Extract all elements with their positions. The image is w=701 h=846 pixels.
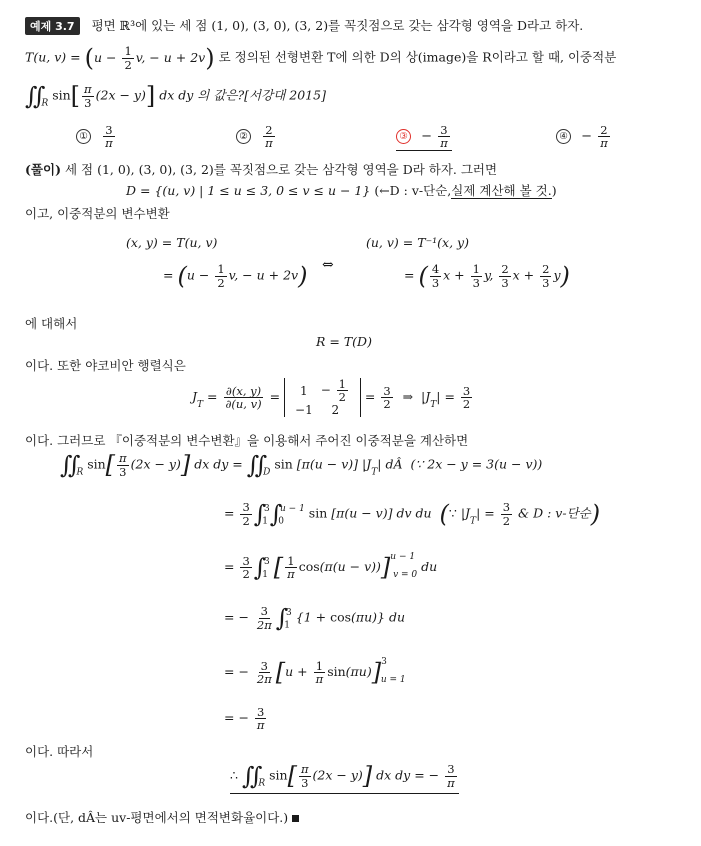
bracket-close: ] xyxy=(145,82,156,110)
xy-components: = (u − $\frac{1}{2}$ v, − u + 2v) xyxy=(163,262,308,290)
paren-open: ( xyxy=(84,44,94,72)
apply-intro: 이다. 그러므로 『이중적분의 변수변환』을 이용해서 주어진 이중적분을 계산하면 xyxy=(25,433,469,448)
transform-components: u − $\frac{1}{2}$ v, − u + 2v xyxy=(93,44,206,72)
choice-4-den: π xyxy=(600,136,608,151)
choice-1-num: 3 xyxy=(105,123,113,137)
uv-components: = ( $\frac{4}{3}$ x + $\frac{1}{3}$ y, $\frac{2}{3}$ x + $\frac{2}{3}$ y) xyxy=(404,262,570,290)
jacobian-line: $J_T$ = $\frac{\partial(x, y)}{\partial(u, v)}$ = 1 − $\frac{1}{2}$ −1 2 = $\frac{3}{2}$ ⇒ $|J_T|$ = $\frac{3}{2}$ xyxy=(192,377,471,418)
solution-intro xyxy=(25,160,497,178)
problem-text-2: 로 정의된 선형변환 T에 의한 D의 상(image)을 R이라고 할 때, 이중적분 xyxy=(218,49,617,65)
change-intro: 이고, 이중적분의 변수변환 xyxy=(25,206,170,221)
integral-step-2: = $\frac{3}{2}$ $\int_1^3\int_0^{u - 1}$ sin [π(u − v)] dv du (∵ $|J_T|$ = $\frac{3}{2}$ & D : v-단순) xyxy=(224,500,601,528)
choice-4[interactable] xyxy=(556,124,612,149)
qed-square-icon xyxy=(292,815,299,822)
equivalence-symbol: ⇔ xyxy=(322,257,334,273)
paren-close: ) xyxy=(205,44,215,72)
jacobian-intro: 이다. 또한 야코비안 행렬식은 xyxy=(25,358,186,373)
choice-2-den: π xyxy=(265,136,273,151)
choice-3-den: π xyxy=(440,136,448,151)
final-answer: ∴ $∬_R$ sin[ $\frac{\pi}{3}$ (2x − y)] dx dy = − $\frac{3}{\pi}$ xyxy=(230,762,459,794)
integral-step-3: = $\frac{3}{2}$ $\int_1^3$ [ $\frac{1}{\pi}$ cos(π(u − v))]$^{u - 1}_{v = 0}$ du xyxy=(224,552,438,582)
choice-3-sign: − xyxy=(421,129,433,145)
domain-note-prefix: (←D : v-단순, xyxy=(374,183,452,198)
choice-4-num: 2 xyxy=(600,123,608,137)
integral-result: = − $\frac{3}{\pi}$ xyxy=(224,705,265,733)
uv-equation: (u, v) = T⁻¹(x, y) xyxy=(366,235,469,250)
therefore-intro: 이다. 따라서 xyxy=(25,744,94,759)
because-note-2: & D : v-단순 xyxy=(518,505,591,521)
integral-step-5: = − $\frac{3}{2\pi}$ [u + $\frac{1}{\pi}$ sin(πu)]$^3_{u = 1}$ xyxy=(224,657,406,687)
choice-1-den: π xyxy=(105,136,113,151)
region-subscript: R xyxy=(41,98,49,109)
solution-intro-text: 세 점 (1, 0), (3, 0), (3, 2)를 꼭짓점으로 갖는 삼각형 영역을 D라 하자. 그러면 xyxy=(64,162,498,177)
problem-line-1 xyxy=(25,16,583,35)
domain-line xyxy=(126,181,557,199)
problem-line-3: $∬_R$ sin[ $\frac{\pi}{3}$ (2x − y)] dx dy 의 값은?[서강대 2015] xyxy=(25,82,326,110)
bracket-open: [ xyxy=(70,82,81,110)
domain-set: D = {(u, v) | 1 ≤ u ≤ 3, 0 ≤ v ≤ u − 1} xyxy=(126,183,371,198)
choice-3-num: 3 xyxy=(440,123,448,137)
integral-step-1: $∬_R$ sin[ $\frac{\pi}{3}$ (2x − y)] dx dy = $∬_D$ sin [π(u − v)] $|J_T|$ dÂ (∵ 2x − y = 3(u − v)) xyxy=(60,451,543,479)
integral-step-4: = − $\frac{3}{2\pi}$ $\int_1^3$ {1 + cos(πu)} du xyxy=(224,604,406,632)
for-text: 에 대해서 xyxy=(25,316,78,331)
problem-text-3: dx dy 의 값은?[서강대 2015] xyxy=(159,87,326,103)
solution-label: (풀이) xyxy=(25,162,61,177)
domain-note-underlined: 실제 계산해 볼 것. xyxy=(451,183,552,198)
example-badge: 예제 3.7 xyxy=(25,17,80,35)
sin-text: sin xyxy=(52,87,71,103)
domain-note-suffix: ) xyxy=(551,183,557,198)
transform-def: T(u, v) = xyxy=(25,49,81,65)
choice-4-sign: − xyxy=(581,129,593,145)
choice-2-number: ② xyxy=(236,129,251,144)
closing-line xyxy=(25,808,299,826)
choice-2-num: 2 xyxy=(265,123,273,137)
choice-2[interactable] xyxy=(236,124,277,149)
choice-1-number: ① xyxy=(76,129,91,144)
problem-text-1: 평면 ℝ³에 있는 세 점 (1, 0), (3, 0), (3, 2)를 꼭짓점으로 갖는 삼각형 영역을 D라고 하자. xyxy=(91,18,584,33)
double-integral-symbol: ∬ xyxy=(25,82,42,110)
choice-4-number: ④ xyxy=(556,129,571,144)
choice-3-correct[interactable] xyxy=(396,124,452,151)
jacobian-matrix: 1 − $\frac{1}{2}$ −1 2 xyxy=(284,378,361,417)
xy-equation: (x, y) = T(u, v) xyxy=(126,235,218,250)
choice-1[interactable] xyxy=(76,124,117,149)
problem-line-2 xyxy=(25,44,616,72)
choice-3-number: ③ xyxy=(396,129,411,144)
r-equation: R = T(D) xyxy=(316,334,372,349)
because-note-1: (∵ 2x − y = 3(u − v)) xyxy=(410,456,543,472)
closing-text: 이다.(단, dÂ는 uv-평면에서의 면적변화율이다.) xyxy=(25,810,289,825)
